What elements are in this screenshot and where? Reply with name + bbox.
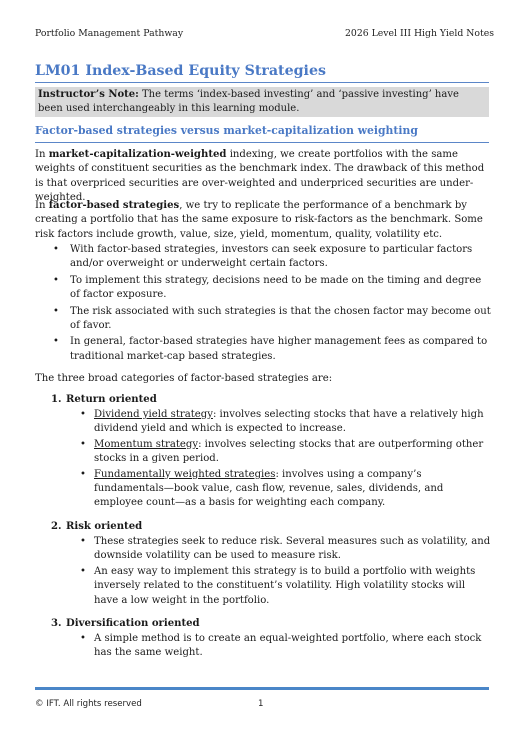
factor-bullets <box>35 243 491 366</box>
category-heading-3 <box>51 617 200 631</box>
category-heading-2 <box>51 520 142 534</box>
category-heading-1 <box>51 393 157 407</box>
list-item: • With factor-based strategies, investors can seek exposure to particular factors and/or overweight or underweight certain factors. <box>35 243 491 272</box>
running-header <box>35 28 494 39</box>
list-item <box>78 408 491 437</box>
footer-divider <box>35 687 489 690</box>
para1-post: indexing, we create portfolios with the same weights of constituent securities as the benchmark index. The drawback of this method is that overpriced securities are over-weighted and underpriced securities are under-weighted. <box>35 149 485 204</box>
strategy-term: Fundamentally weighted strategies <box>94 468 276 480</box>
header-left: Portfolio Management Pathway <box>35 28 184 39</box>
note-text: The terms ‘index-based investing’ and ‘passive investing’ have been used interchangeably in this learning module. <box>38 89 459 115</box>
categories-intro: The three broad categories of factor-based strategies are: <box>35 373 333 384</box>
strategy-term: Dividend yield strategy <box>94 409 213 420</box>
list-item: • An easy way to implement this strategy is to build a portfolio with weights inversely related to the constituent’s volatility. High volatility stocks will have a low weight in the portfolio. <box>78 565 491 608</box>
category-number: 1. <box>51 394 62 405</box>
para1-pre: In <box>35 149 49 160</box>
category-title: Diversification oriented <box>66 618 200 629</box>
module-title: LM01 Index-Based Equity Strategies <box>35 63 326 79</box>
list-item <box>78 438 491 467</box>
category-title: Risk oriented <box>66 521 143 532</box>
paragraph-factor-based <box>35 199 491 242</box>
section-divider <box>35 142 489 143</box>
list-item: • These strategies seek to reduce risk. Several measures such as volatility, and downside volatility can be used to measure risk. <box>78 535 491 564</box>
list-item: • To implement this strategy, decisions need to be made on the timing and degree of factor exposure. <box>35 274 491 303</box>
para2-post: , we try to replicate the performance of a benchmark by creating a portfolio that has the same exposure to risk-factors as the benchmark. Some risk factors include growth, value, size, yield, momentum, quality, volatility etc. <box>35 200 483 240</box>
page-number: 1 <box>258 699 264 709</box>
paragraph-market-cap <box>35 148 491 206</box>
strategy-desc: : involves using a company’s fundamentals—book value, cash flow, revenue, sales, dividends, and employee count—as a basis for weighting each company. <box>94 468 444 509</box>
strategy-term: Momentum strategy <box>94 438 199 450</box>
list-item <box>78 468 491 511</box>
list-item: • In general, factor-based strategies have higher management fees as compared to traditional market-cap based strategies. <box>35 335 491 364</box>
list-item: • The risk associated with such strategies is that the chosen factor may become out of favor. <box>35 305 491 334</box>
list-item: • A simple method is to create an equal-weighted portfolio, where each stock has the same weight. <box>78 632 491 661</box>
category-number: 2. <box>51 521 62 532</box>
instructor-note <box>35 87 489 117</box>
para1-term: market-capitalization-weighted <box>48 149 227 160</box>
note-label: Instructor’s Note: <box>38 89 139 100</box>
para2-term: factor-based strategies <box>48 200 180 211</box>
strategy-desc: : involves selecting stocks that have a relatively high dividend yield and which is expected to increase. <box>94 409 484 435</box>
category-1-items <box>78 408 491 512</box>
footer-copyright: © IFT. All rights reserved <box>35 699 142 709</box>
header-right: 2026 Level III High Yield Notes <box>345 28 494 39</box>
title-divider <box>35 82 489 83</box>
para2-pre: In <box>35 200 49 211</box>
strategy-desc: : involves selecting stocks that are outperforming other stocks in a given period. <box>94 438 484 465</box>
category-title: Return oriented <box>66 394 157 405</box>
section-title: Factor-based strategies versus market-capitalization weighting <box>35 124 418 137</box>
category-2-items <box>78 535 491 609</box>
category-number: 3. <box>51 618 62 629</box>
category-3-items <box>78 632 491 662</box>
